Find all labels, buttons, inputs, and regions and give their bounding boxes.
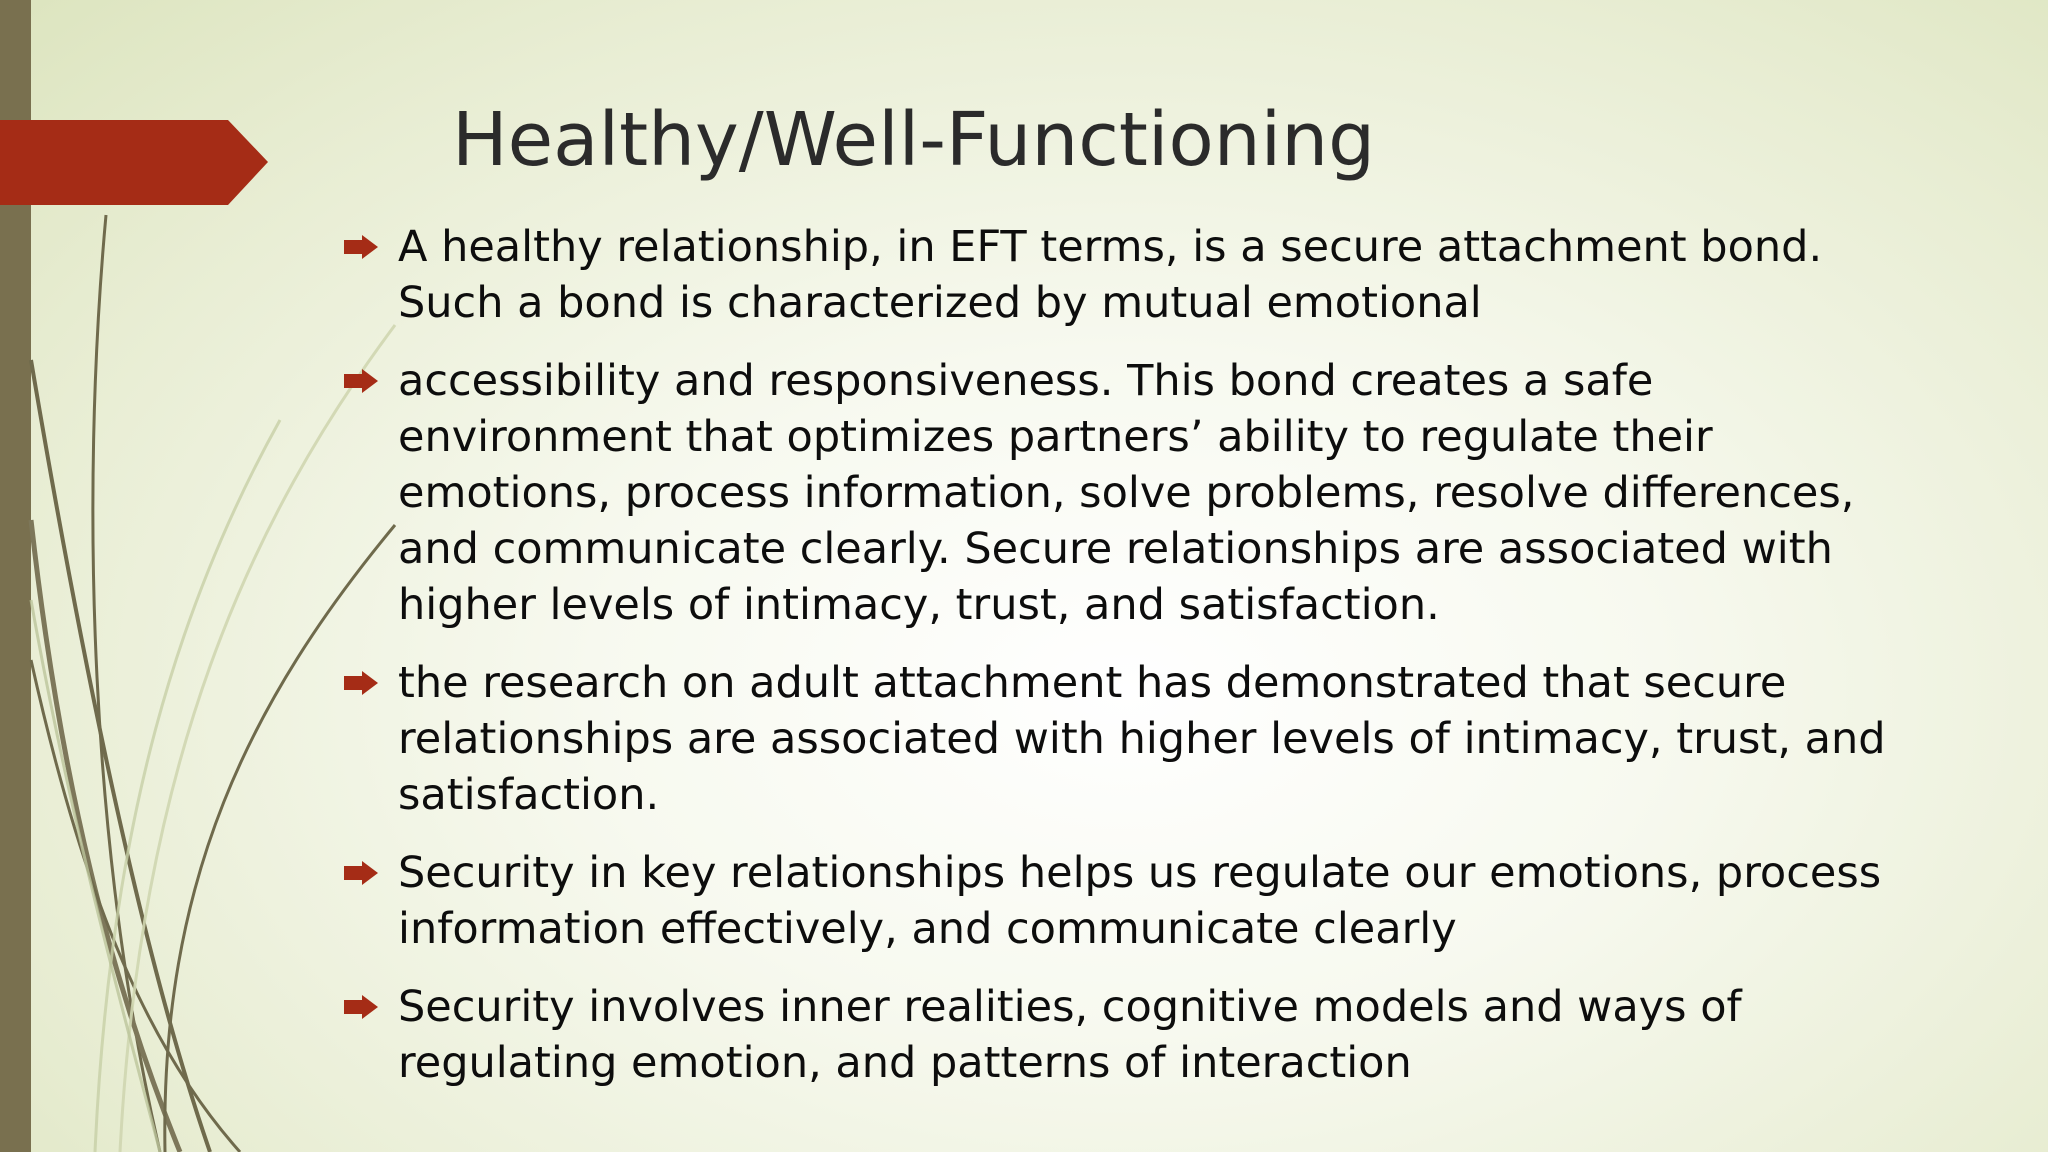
bullet-text: Security in key relationships helps us regulate our emotions, process information effectively, and communicate clearly: [398, 848, 1882, 954]
right-arrow-bullet-icon: [344, 671, 378, 695]
bullet-text: accessibility and responsiveness. This bond creates a safe environment that optimizes partners’ ability to regulate their emotions, process information, solve problems, resolve differences, and communicate clearly. Secure relationships are associated with higher levels of intimacy, trust, and satisfaction.: [398, 356, 1855, 630]
bullet-item: [340, 845, 1920, 957]
bullet-item: [340, 219, 1920, 331]
right-arrow-bullet-icon: [344, 995, 378, 1019]
right-arrow-bullet-icon: [344, 369, 378, 393]
right-arrow-bullet-icon: [344, 861, 378, 885]
bullet-item: [340, 353, 1920, 633]
title-arrow-shape: [0, 120, 268, 205]
bullet-item: [340, 655, 1920, 823]
bullet-text: the research on adult attachment has demonstrated that secure relationships are associated with higher levels of intimacy, trust, and satisfaction.: [398, 658, 1886, 820]
bullet-text: Security involves inner realities, cognitive models and ways of regulating emotion, and patterns of interaction: [398, 982, 1742, 1088]
bullet-list: [340, 219, 1920, 1113]
bullet-item: [340, 979, 1920, 1091]
right-arrow-bullet-icon: [344, 235, 378, 259]
bullet-text: A healthy relationship, in EFT terms, is a secure attachment bond. Such a bond is characterized by mutual emotional: [398, 222, 1823, 328]
slide-title: Healthy/Well-Functioning: [452, 97, 1376, 183]
